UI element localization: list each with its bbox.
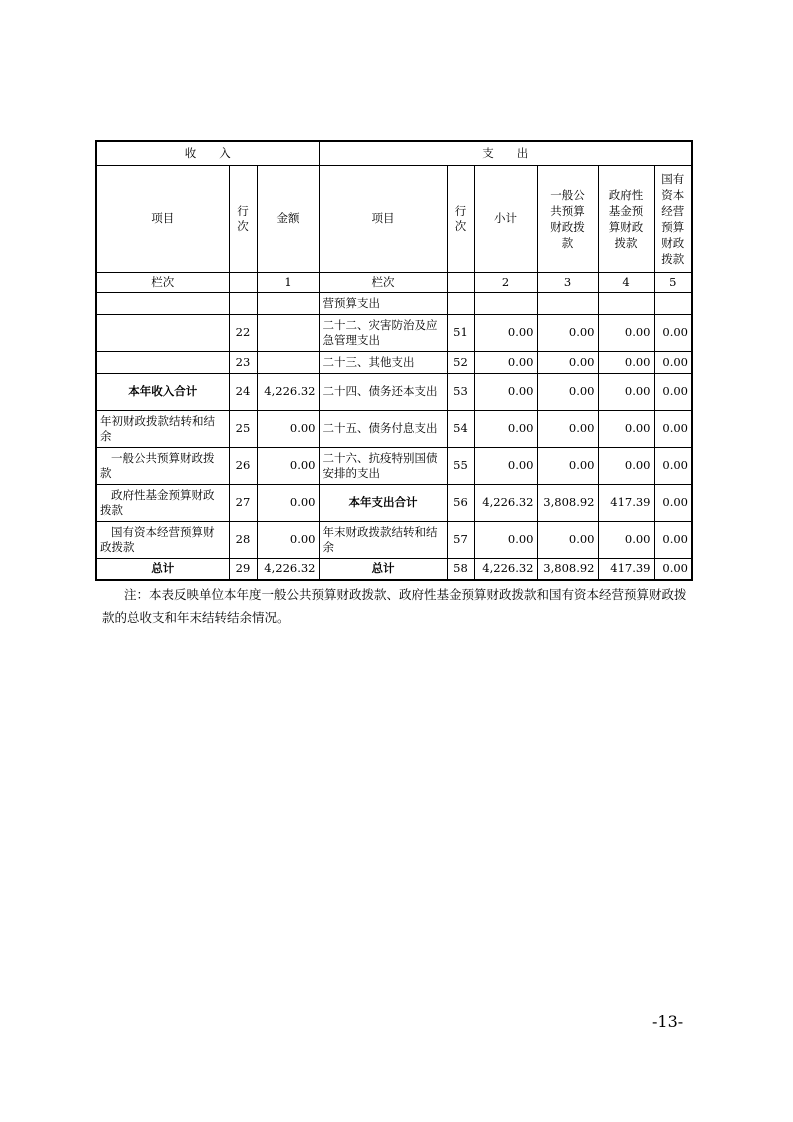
expense-line: 54 [447,410,474,447]
table-row [96,484,692,521]
index-c4: 4 [598,272,654,292]
fund-value: 0.00 [598,521,654,558]
income-line: 22 [229,314,257,351]
income-line: 25 [229,410,257,447]
state-value: 0.00 [654,410,692,447]
index-blank-2 [447,272,474,292]
col-subtotal: 小计 [474,165,537,272]
table-row [96,292,692,314]
table-row [96,521,692,558]
table-row [96,410,692,447]
fund-value: 0.00 [598,410,654,447]
income-amount [257,314,319,351]
index-c2: 2 [474,272,537,292]
income-line: 28 [229,521,257,558]
table-row [96,447,692,484]
income-line [229,292,257,314]
fund-value: 417.39 [598,558,654,580]
expense-line: 53 [447,373,474,410]
expense-item: 二十三、其他支出 [319,351,447,373]
income-line: 24 [229,373,257,410]
subtotal-value: 0.00 [474,314,537,351]
table-row [96,314,692,351]
general-value: 0.00 [537,373,598,410]
index-c1: 1 [257,272,319,292]
state-value: 0.00 [654,314,692,351]
index-blank-1 [229,272,257,292]
subtotal-value: 0.00 [474,521,537,558]
income-item: 本年收入合计 [96,373,229,410]
general-value: 0.00 [537,521,598,558]
income-amount [257,292,319,314]
expense-item: 二十四、债务还本支出 [319,373,447,410]
income-amount: 4,226.32 [257,558,319,580]
subtotal-value: 0.00 [474,447,537,484]
general-value: 0.00 [537,410,598,447]
state-value [654,292,692,314]
fund-value: 0.00 [598,447,654,484]
income-item [96,292,229,314]
col-line-expense: 行 次 [447,165,474,272]
expense-header: 支 出 [319,141,692,165]
expense-line: 51 [447,314,474,351]
table-row [96,351,692,373]
income-line: 27 [229,484,257,521]
table-row-total [96,558,692,580]
expense-item: 年末财政拨款结转和结余 [319,521,447,558]
income-amount [257,351,319,373]
state-value: 0.00 [654,373,692,410]
expense-item: 二十六、抗疫特别国债安排的支出 [319,447,447,484]
state-value: 0.00 [654,484,692,521]
expense-line: 55 [447,447,474,484]
subtotal-value: 0.00 [474,351,537,373]
fund-value [598,292,654,314]
income-item: 一般公共预算财政拨款 [96,447,229,484]
income-amount: 0.00 [257,484,319,521]
income-amount: 0.00 [257,521,319,558]
index-c5: 5 [654,272,692,292]
general-value: 0.00 [537,447,598,484]
col-item-expense: 项目 [319,165,447,272]
col-item-income: 项目 [96,165,229,272]
general-value: 0.00 [537,351,598,373]
income-item [96,351,229,373]
expense-item: 二十五、债务付息支出 [319,410,447,447]
general-value: 3,808.92 [537,558,598,580]
expense-line: 56 [447,484,474,521]
state-value: 0.00 [654,351,692,373]
state-value: 0.00 [654,521,692,558]
fund-value: 0.00 [598,373,654,410]
expense-item: 营预算支出 [319,292,447,314]
expense-item: 二十二、灾害防治及应急管理支出 [319,314,447,351]
general-value: 3,808.92 [537,484,598,521]
expense-item: 总计 [319,558,447,580]
index-label-income: 栏次 [96,272,229,292]
page-number: -13- [652,1012,684,1031]
income-header: 收 入 [96,141,319,165]
fiscal-appropriation-table [95,140,693,581]
expense-line: 58 [447,558,474,580]
col-line-income: 行 次 [229,165,257,272]
index-label-expense: 栏次 [319,272,447,292]
income-item: 国有资本经营预算财政拨款 [96,521,229,558]
general-value: 0.00 [537,314,598,351]
income-amount: 0.00 [257,410,319,447]
income-line: 23 [229,351,257,373]
col-state-capital: 国有 资本 经营 预算 财政 拨款 [654,165,692,272]
income-item: 年初财政拨款结转和结余 [96,410,229,447]
income-item: 政府性基金预算财政拨款 [96,484,229,521]
income-amount: 0.00 [257,447,319,484]
subtotal-value: 0.00 [474,373,537,410]
income-item: 总计 [96,558,229,580]
income-item [96,314,229,351]
expense-line: 57 [447,521,474,558]
income-amount: 4,226.32 [257,373,319,410]
general-value [537,292,598,314]
fund-value: 0.00 [598,351,654,373]
col-fund-budget: 政府性 基金预 算财政 拨款 [598,165,654,272]
state-value: 0.00 [654,558,692,580]
subtotal-value: 4,226.32 [474,484,537,521]
table-row [96,373,692,410]
table-note: 注：本表反映单位本年度一般公共预算财政拨款、政府性基金预算财政拨款和国有资本经营预算财政拨款的总收支和年末结转结余情况。 [102,587,687,625]
subtotal-value: 4,226.32 [474,558,537,580]
income-line: 29 [229,558,257,580]
col-amount: 金额 [257,165,319,272]
expense-line [447,292,474,314]
expense-line: 52 [447,351,474,373]
col-general-budget: 一般公 共预算 财政拨 款 [537,165,598,272]
subtotal-value [474,292,537,314]
state-value: 0.00 [654,447,692,484]
income-line: 26 [229,447,257,484]
fund-value: 417.39 [598,484,654,521]
expense-item: 本年支出合计 [319,484,447,521]
fund-value: 0.00 [598,314,654,351]
subtotal-value: 0.00 [474,410,537,447]
index-c3: 3 [537,272,598,292]
